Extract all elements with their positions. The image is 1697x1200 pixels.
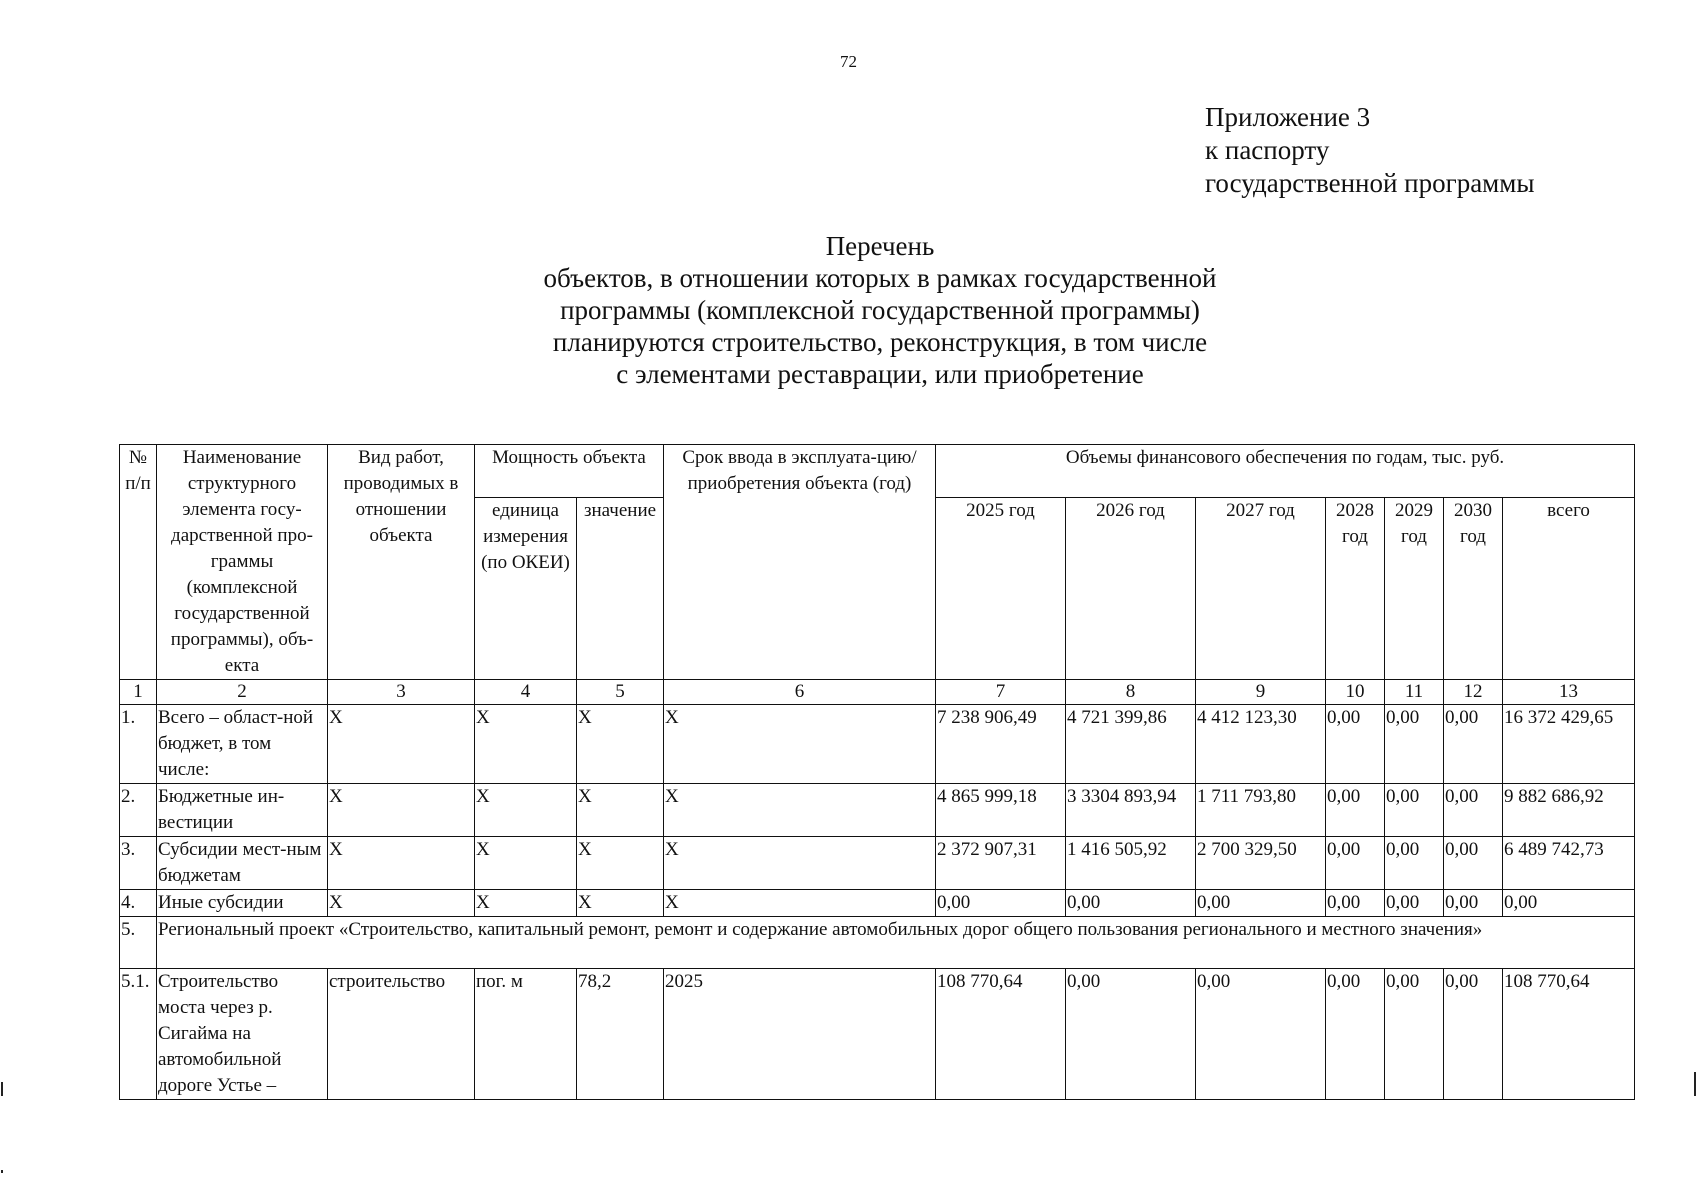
row-unit: X [475,890,577,917]
column-number: 4 [475,680,577,705]
row-value: X [577,705,664,784]
row-num: 2. [120,784,157,837]
row-amount: 0,00 [1385,705,1444,784]
table-row [120,784,1635,837]
row-total: 16 372 429,65 [1503,705,1635,784]
header-funding: Объемы финансового обеспечения по годам, тыс. руб. [936,445,1635,498]
row-commission: X [664,890,936,917]
page-number: 72 [840,52,857,71]
header-year: 2026 год [1066,498,1196,680]
title-line: объектов, в отношении которых в рамках государственной [543,263,1217,293]
row-amount: 4 721 399,86 [1066,705,1196,784]
row-amount: 0,00 [1385,969,1444,1100]
column-number: 8 [1066,680,1196,705]
row-amount: 0,00 [1066,969,1196,1100]
scan-edge-mark [1,1082,3,1096]
table-row [120,969,1635,1100]
row-work-type: X [328,837,475,890]
row-unit: X [475,784,577,837]
section-title: Региональный проект «Строительство, капитальный ремонт, ремонт и содержание автомобильных дорог общего пользования регионального и местного значения» [157,917,1635,969]
row-num: 1. [120,705,157,784]
row-amount: 0,00 [1326,890,1385,917]
header-year: 2027 год [1196,498,1326,680]
row-amount: 0,00 [1326,969,1385,1100]
row-unit: X [475,837,577,890]
column-number: 5 [577,680,664,705]
row-unit: X [475,705,577,784]
row-amount: 4 865 999,18 [936,784,1066,837]
row-num: 3. [120,837,157,890]
header-capacity-value: значение [577,498,664,680]
title-line: с элементами реставрации, или приобретение [616,359,1144,389]
section-row [120,917,1635,969]
row-commission: X [664,837,936,890]
row-amount: 0,00 [1326,784,1385,837]
column-number: 12 [1444,680,1503,705]
row-commission: 2025 [664,969,936,1100]
header-capacity-unit: единица измерения (по ОКЕИ) [475,498,577,680]
column-number: 9 [1196,680,1326,705]
row-name: Строительство моста через р. Сигайма на автомобильной дороге Устье – [157,969,328,1100]
title-line: планируются строительство, реконструкция, в том числе [552,327,1208,357]
row-work-type: X [328,705,475,784]
scan-edge-mark [1,1170,3,1173]
column-number-row [120,680,1635,705]
row-value: X [577,784,664,837]
section-num: 5. [120,917,157,969]
row-amount: 1 416 505,92 [1066,837,1196,890]
row-amount: 1 711 793,80 [1196,784,1326,837]
appendix-line: Приложение 3 [1205,102,1371,132]
header-year: 2028 год [1326,498,1385,680]
row-unit: пог. м [475,969,577,1100]
row-amount: 108 770,64 [936,969,1066,1100]
row-value: 78,2 [577,969,664,1100]
column-number: 6 [664,680,936,705]
row-name: Субсидии мест-ным бюджетам [157,837,328,890]
row-amount: 0,00 [1326,705,1385,784]
column-number: 11 [1385,680,1444,705]
header-name: Наименование структурного элемента госу-дарственной про-граммы (комплексной государственной программы), объ-екта [157,445,328,680]
row-amount: 3 3304 893,94 [1066,784,1196,837]
appendix-note [1205,101,1535,200]
row-amount: 0,00 [1444,784,1503,837]
row-total: 0,00 [1503,890,1635,917]
row-amount: 4 412 123,30 [1196,705,1326,784]
row-amount: 0,00 [1444,705,1503,784]
column-number: 1 [120,680,157,705]
header-row [120,445,1635,498]
document-title [480,230,1280,390]
table-row [120,837,1635,890]
header-year: 2030 год [1444,498,1503,680]
title-line: Перечень [825,231,935,261]
column-number: 7 [936,680,1066,705]
row-commission: X [664,784,936,837]
row-work-type: X [328,890,475,917]
appendix-line: к паспорту [1205,135,1330,165]
row-work-type: строительство [328,969,475,1100]
row-amount: 2 372 907,31 [936,837,1066,890]
title-line: программы (комплексной государственной программы) [560,295,1200,325]
row-name: Бюджетные ин-вестиции [157,784,328,837]
row-amount: 0,00 [1066,890,1196,917]
row-amount: 7 238 906,49 [936,705,1066,784]
row-work-type: X [328,784,475,837]
header-commission: Срок ввода в эксплуата-цию/приобретения объекта (год) [664,445,936,680]
row-amount: 0,00 [1444,969,1503,1100]
table-row [120,890,1635,917]
row-total: 9 882 686,92 [1503,784,1635,837]
row-amount: 0,00 [1444,890,1503,917]
row-total: 108 770,64 [1503,969,1635,1100]
column-number: 13 [1503,680,1635,705]
row-amount: 0,00 [1196,969,1326,1100]
row-amount: 2 700 329,50 [1196,837,1326,890]
column-number: 10 [1326,680,1385,705]
scan-edge-mark [1694,1072,1696,1096]
row-name: Иные субсидии [157,890,328,917]
row-amount: 0,00 [1444,837,1503,890]
header-num: № п/п [120,445,157,680]
row-value: X [577,837,664,890]
header-year: 2025 год [936,498,1066,680]
row-total: 6 489 742,73 [1503,837,1635,890]
objects-table [119,444,1635,1100]
header-capacity: Мощность объекта [475,445,664,498]
row-commission: X [664,705,936,784]
row-num: 5.1. [120,969,157,1100]
row-amount: 0,00 [1326,837,1385,890]
appendix-line: государственной программы [1205,168,1535,198]
header-total: всего [1503,498,1635,680]
row-value: X [577,890,664,917]
column-number: 3 [328,680,475,705]
row-amount: 0,00 [936,890,1066,917]
column-number: 2 [157,680,328,705]
row-name: Всего – област-ной бюджет, в том числе: [157,705,328,784]
table-row [120,705,1635,784]
header-work-type: Вид работ, проводимых в отношении объекта [328,445,475,680]
row-num: 4. [120,890,157,917]
row-amount: 0,00 [1196,890,1326,917]
header-year: 2029 год [1385,498,1444,680]
row-amount: 0,00 [1385,837,1444,890]
row-amount: 0,00 [1385,784,1444,837]
row-amount: 0,00 [1385,890,1444,917]
